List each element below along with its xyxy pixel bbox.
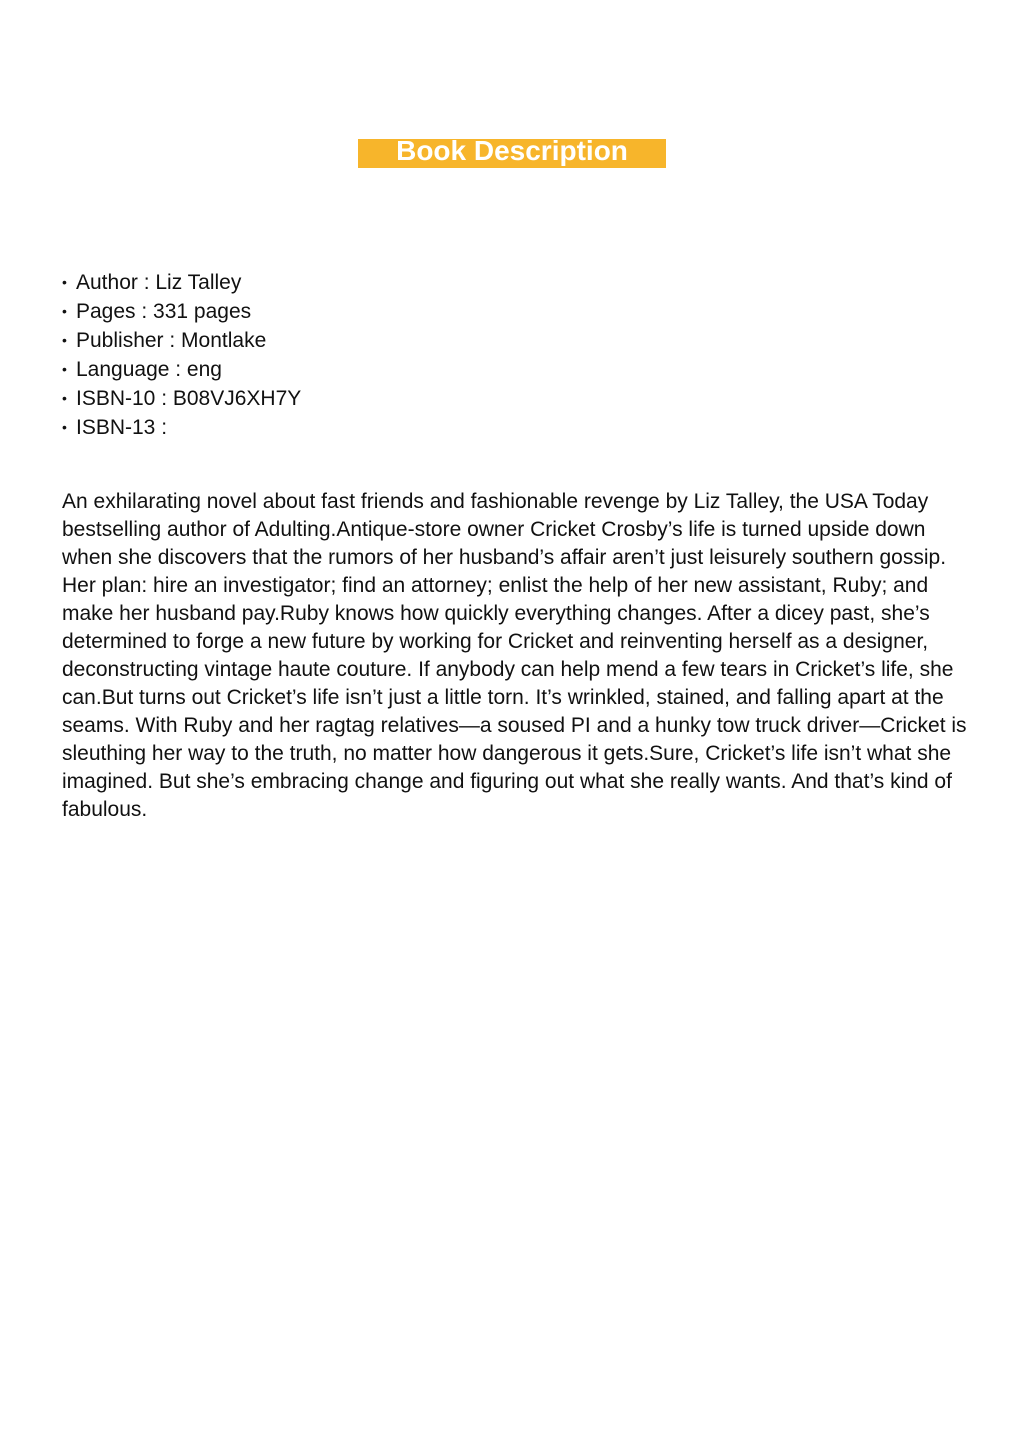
bullet-icon: • xyxy=(62,390,67,406)
bullet-icon: • xyxy=(62,303,67,319)
page-title: Book Description xyxy=(396,135,628,166)
detail-publisher xyxy=(62,326,301,355)
detail-publisher-text: Publisher : Montlake xyxy=(76,329,267,352)
book-description-text: An exhilarating novel about fast friends and fashionable revenge by Liz Talley, the USA Today bestselling author of Adulting.Antique-store owner Cricket Crosby’s life is turned upside down when she discovers that the rumors of her husband’s affair aren’t just leisurely southern gossip. Her plan: hire an investigator; find an attorney; enlist the help of her new assistant, Ruby; and make her husband pay.Ruby knows how quickly everything changes. After a dicey past, she’s determined to forge a new future by working for Cricket and reinventing herself as a designer, deconstructing vintage haute couture. If anybody can help mend a few tears in Cricket’s life, she can.But turns out Cricket’s life isn’t just a little torn. It’s wrinkled, stained, and falling apart at the seams. With Ruby and her ragtag relatives—a soused PI and a hunky tow truck driver—Cricket is sleuthing her way to the truth, no matter how dangerous it gets.Sure, Cricket’s life isn’t what she imagined. But she’s embracing change and figuring out what she really wants. And that’s kind of fabulous. xyxy=(62,490,967,821)
bullet-icon: • xyxy=(62,332,67,348)
detail-isbn13 xyxy=(62,413,301,442)
detail-isbn10-text: ISBN-10 : B08VJ6XH7Y xyxy=(76,387,302,410)
section-heading xyxy=(358,135,666,168)
bullet-icon: • xyxy=(62,419,67,435)
detail-language-text: Language : eng xyxy=(76,358,222,381)
detail-author-text: Author : Liz Talley xyxy=(76,271,242,294)
bullet-icon: • xyxy=(62,361,67,377)
bullet-icon: • xyxy=(62,274,67,290)
detail-isbn13-text: ISBN-13 : xyxy=(76,416,168,439)
detail-author xyxy=(62,268,301,297)
book-details-list xyxy=(62,268,301,442)
detail-pages-text: Pages : 331 pages xyxy=(76,300,252,323)
detail-isbn10 xyxy=(62,384,301,413)
detail-language xyxy=(62,355,301,384)
detail-pages xyxy=(62,297,301,326)
